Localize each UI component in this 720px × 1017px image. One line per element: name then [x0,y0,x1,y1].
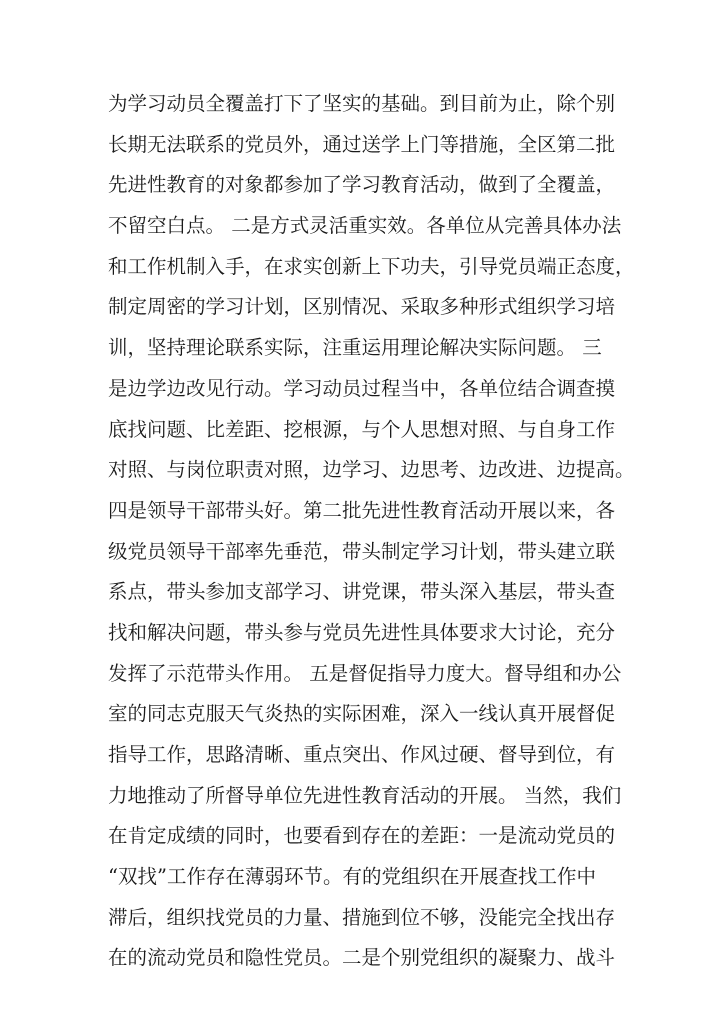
text-line: 是边学边改见行动。学习动员过程当中，各单位结合调查摸 [108,376,616,400]
text-line: 和工作机制入手，在求实创新上下功夫，引导党员端正态度， [108,254,635,278]
text-line: 训，坚持理论联系实际，注重运用理论解决实际问题。 三 [108,336,602,360]
text-line: 长期无法联系的党员外，通过送学上门等措施，全区第二批 [108,132,616,156]
text-line: 四是领导干部带头好。第二批先进性教育活动开展以来，各 [108,498,616,522]
text-line: 指导工作，思路清晰、重点突出、作风过硬、督导到位，有 [108,743,616,766]
body-text [108,84,635,979]
text-line: 室的同志克服天气炎热的实际困难，深入一线认真开展督促 [108,702,616,726]
text-line: 系点，带头参加支部学习、讲党课，带头深入基层，带头查 [108,580,616,604]
text-line: 制定周密的学习计划，区别情况、采取多种形式组织学习培 [108,295,616,319]
text-line: 滞后，组织找党员的力量、措施到位不够，没能完全找出存 [108,905,616,929]
text-line: 级党员领导干部率先垂范，带头制定学习计划，带头建立联 [108,539,616,563]
text-line: 发挥了示范带头作用。 五是督促指导力度大。督导组和办公 [108,661,622,685]
text-line: 底找问题、比差距、挖根源，与个人思想对照、与自身工作 [108,417,616,441]
text-line: 为学习动员全覆盖打下了坚实的基础。到目前为止，除个别 [108,92,616,115]
text-line: 在的流动党员和隐性党员。二是个别党组织的凝聚力、战斗 [108,946,616,970]
text-line: 不留空白点。 二是方式灵活重实效。各单位从完善具体办法 [108,214,622,238]
text-line: 找和解决问题，带头参与党员先进性具体要求大讨论，充分 [108,620,616,644]
text-line: 对照、与岗位职责对照，边学习、边思考、边改进、边提高。 [108,458,635,482]
text-line: “双找”工作存在薄弱环节。有的党组织在开展查找工作中 [108,865,596,889]
text-line: 在肯定成绩的同时，也要看到存在的差距：一是流动党员的 [108,824,616,848]
text-line: 先进性教育的对象都参加了学习教育活动，做到了全覆盖， [108,173,616,197]
text-line: 力地推动了所督导单位先进性教育活动的开展。 当然，我们 [108,783,622,807]
